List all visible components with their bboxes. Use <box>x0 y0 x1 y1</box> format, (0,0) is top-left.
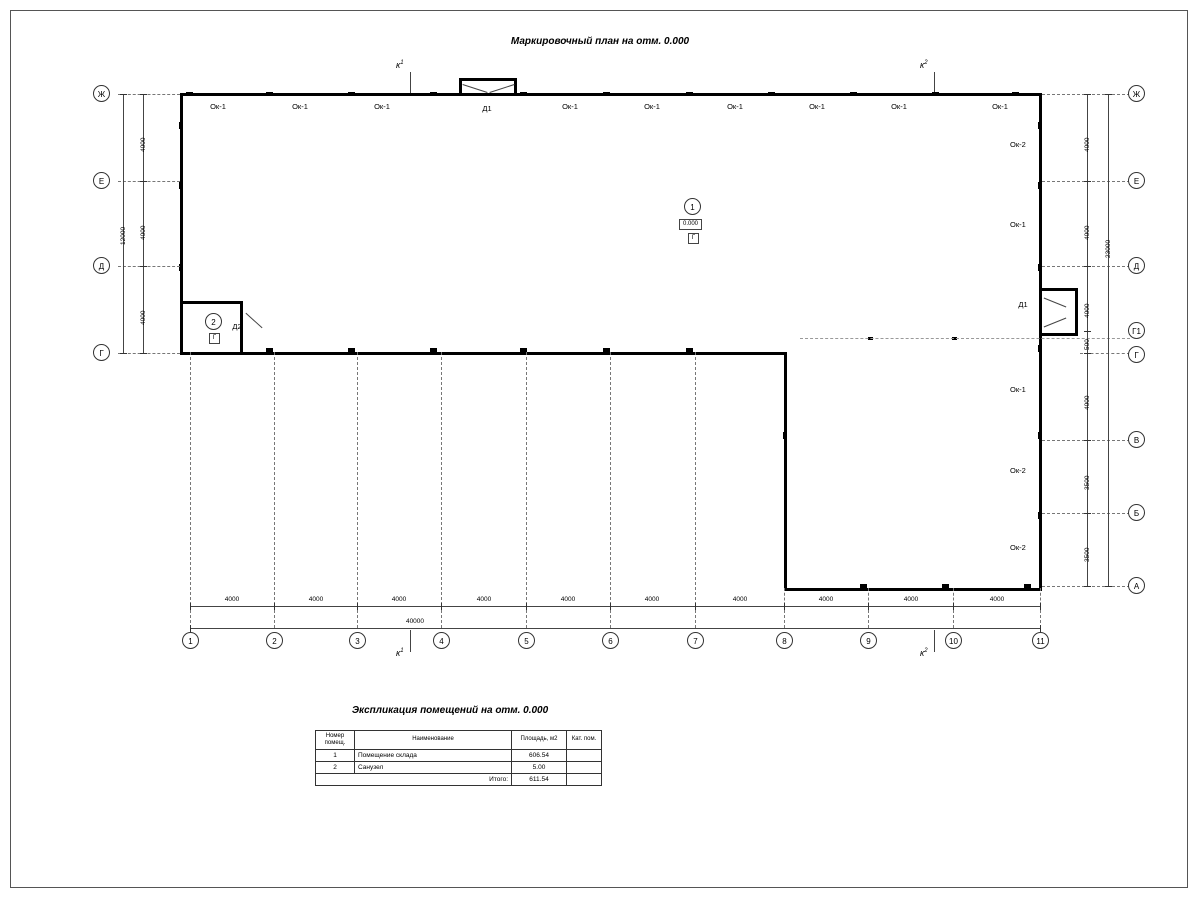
window-mark-top-4 <box>430 92 437 96</box>
axis-bubble-v-right[interactable]: В <box>1128 431 1145 448</box>
dim-tick-r4 <box>1084 331 1091 332</box>
axis-bubble-8[interactable]: 8 <box>776 632 793 649</box>
dim-tick-b10 <box>953 603 954 610</box>
exposition-title: Экспликация помещений на отм. 0.000 <box>351 705 549 716</box>
window-mark-left-2 <box>179 182 183 189</box>
dim-left-3: 4000 <box>140 310 147 325</box>
axis-bubble-9[interactable]: 9 <box>860 632 877 649</box>
dim-chain-bottom-line <box>190 606 1040 607</box>
window-label-right-3: Ок-1 <box>1010 385 1026 394</box>
window-mark-top-1 <box>186 92 193 96</box>
gridline-ext-6 <box>610 610 611 628</box>
header-area: Площадь, м2 <box>512 731 567 750</box>
dim-right-3: 4000 <box>1084 303 1091 318</box>
dim-tick-lt2 <box>120 353 127 354</box>
total-value: 611.54 <box>512 773 567 785</box>
cell-category <box>567 749 602 761</box>
dim-tick-r2 <box>1084 181 1091 182</box>
dim-right-6: 3500 <box>1084 475 1091 490</box>
axis-bubble-b-right[interactable]: Б <box>1128 504 1145 521</box>
dim-tick-b7 <box>695 603 696 610</box>
total-category <box>567 773 602 785</box>
window-mark-right-1 <box>1038 122 1042 129</box>
gridline-ext-5 <box>526 610 527 628</box>
axis-bubble-zh-right[interactable]: Ж <box>1128 85 1145 102</box>
table-row <box>316 749 602 761</box>
axis-bubble-3[interactable]: 3 <box>349 632 366 649</box>
wall-mark-bottom-7 <box>860 584 867 588</box>
dim-tick-b4 <box>441 603 442 610</box>
gridline-ext-2 <box>274 610 275 628</box>
axis-bubble-a-right[interactable]: А <box>1128 577 1145 594</box>
dim-tick-b1 <box>190 603 191 610</box>
wall-left <box>180 93 183 355</box>
gridline-h-g1 <box>800 338 1130 339</box>
cell-name: Помещение склада <box>355 749 512 761</box>
axis-bubble-g-left[interactable]: Г <box>93 344 110 361</box>
axis-bubble-4[interactable]: 4 <box>433 632 450 649</box>
door-label-d1-right: Д1 <box>1018 300 1028 309</box>
wall-top <box>180 93 1042 96</box>
wall-mark-bottom-8 <box>942 584 949 588</box>
room2-top-wall <box>183 301 243 304</box>
window-mark-right-5 <box>1038 432 1042 439</box>
dim-tick-r6 <box>1084 440 1091 441</box>
dim-bottom-4: 4000 <box>476 596 492 603</box>
gridline-ext-9 <box>868 610 869 628</box>
gridline-ext-3 <box>357 610 358 628</box>
total-label: Итого: <box>316 773 512 785</box>
dim-tick-b2 <box>274 603 275 610</box>
axis-bubble-6[interactable]: 6 <box>602 632 619 649</box>
vestibule-right-wall <box>514 78 517 96</box>
table-header-row <box>316 731 602 750</box>
dim-tick-b8 <box>784 603 785 610</box>
wall-mark-bottom-1 <box>266 348 273 352</box>
dim-left-total: 12000 <box>120 226 127 245</box>
dim-right-5: 4000 <box>1084 395 1091 410</box>
window-mark-top-11 <box>1012 92 1019 96</box>
axis-bubble-e-left[interactable]: Е <box>93 172 110 189</box>
dim-tick-r7 <box>1084 513 1091 514</box>
dim-tick-l3 <box>140 266 147 267</box>
gridline-v-5 <box>526 352 527 610</box>
dim-right-total: 23000 <box>1105 239 1112 258</box>
wall-bottom <box>784 588 1042 591</box>
wall-mark-bottom-9 <box>1024 584 1031 588</box>
gridline-h-g-left <box>118 353 180 354</box>
dim-tick-lt1 <box>120 94 127 95</box>
dim-right-2: 4000 <box>1084 225 1091 240</box>
window-label-right-2: Ок-1 <box>1010 220 1026 229</box>
gridline-v-2 <box>274 352 275 610</box>
axis-bubble-d-left[interactable]: Д <box>93 257 110 274</box>
dim-right-1: 4000 <box>1084 137 1091 152</box>
right-entrance-top-wall <box>1042 288 1078 291</box>
dim-tick-r1 <box>1084 94 1091 95</box>
axis-bubble-d-right[interactable]: Д <box>1128 257 1145 274</box>
axis-bubble-e-right[interactable]: Е <box>1128 172 1145 189</box>
dim-tick-r8 <box>1084 586 1091 587</box>
wall-inner-vertical <box>784 352 787 588</box>
axis-bubble-g-right[interactable]: Г <box>1128 346 1145 363</box>
window-label-top-3: Ок-1 <box>374 102 390 111</box>
right-entrance-right-wall <box>1075 288 1078 336</box>
window-mark-right-4 <box>1038 345 1042 352</box>
window-mark-top-8 <box>768 92 775 96</box>
dim-total-right-line <box>1108 94 1109 586</box>
gridline-v-7 <box>695 352 696 610</box>
dim-bottom-6: 4000 <box>644 596 660 603</box>
window-label-top-8: Ок-1 <box>891 102 907 111</box>
window-mark-top-9 <box>850 92 857 96</box>
wall-mark-bottom-3 <box>430 348 437 352</box>
window-mark-left-1 <box>179 122 183 129</box>
dim-tick-l1 <box>140 94 147 95</box>
dim-bottom-9: 4000 <box>903 596 919 603</box>
window-mark-top-5 <box>520 92 527 96</box>
dim-total-left-line <box>123 94 124 353</box>
table-total-row <box>316 773 602 785</box>
window-label-top-9: Ок-1 <box>992 102 1008 111</box>
window-mark-top-7 <box>686 92 693 96</box>
dim-left-2: 4000 <box>140 225 147 240</box>
room-category-1: Г <box>688 233 699 244</box>
room-bubble-2[interactable]: 2 <box>205 313 222 330</box>
gridline-ext-8 <box>784 610 785 628</box>
cell-number: 2 <box>316 761 355 773</box>
window-label-right-4: Ок-2 <box>1010 466 1026 475</box>
dim-bottom-5: 4000 <box>560 596 576 603</box>
gridline-v-6 <box>610 352 611 610</box>
dim-left-1: 4000 <box>140 137 147 152</box>
vestibule-top-wall <box>459 78 517 81</box>
cell-name: Санузел <box>355 761 512 773</box>
section-mark-k1-bottom: $к^1$ <box>396 648 404 658</box>
dim-bottom-7: 4000 <box>732 596 748 603</box>
dim-right-7: 3500 <box>1084 547 1091 562</box>
dim-bottom-1: 4000 <box>224 596 240 603</box>
window-label-top-5: Ок-1 <box>644 102 660 111</box>
dim-bottom-2: 4000 <box>308 596 324 603</box>
window-mark-right-2 <box>1038 182 1042 189</box>
dim-bottom-3: 4000 <box>391 596 407 603</box>
dim-total-bottom-line <box>190 628 1040 629</box>
section-line-k2-bottom <box>934 630 935 652</box>
dim-tick-rt2 <box>1105 586 1112 587</box>
dim-right-4: 500 <box>1084 339 1091 350</box>
section-mark-k1-top: $к^1$ <box>396 60 404 70</box>
cell-category <box>567 761 602 773</box>
table-row <box>316 761 602 773</box>
dim-tick-l4 <box>140 353 147 354</box>
dim-tick-total-right <box>1040 625 1041 632</box>
door-label-d2: Д2 <box>232 322 242 331</box>
dim-tick-b11 <box>1040 603 1041 610</box>
wall-mark-bottom-6 <box>686 348 693 352</box>
gridline-v-1 <box>190 352 191 610</box>
section-mark-k2-bottom: $к^2$ <box>920 648 928 658</box>
header-number: Номер помещ. <box>316 731 355 750</box>
wall-mark-inner-1 <box>783 432 787 439</box>
axis-bubble-7[interactable]: 7 <box>687 632 704 649</box>
section-mark-k2-top: $к^2$ <box>920 60 928 70</box>
dim-tick-r3 <box>1084 266 1091 267</box>
window-mark-top-2 <box>266 92 273 96</box>
gridline-h-zh-left <box>118 94 180 95</box>
dim-tick-total-left <box>190 625 191 632</box>
section-line-k1-bottom <box>410 630 411 652</box>
exposition-table <box>315 730 602 786</box>
dim-tick-r5 <box>1084 353 1091 354</box>
axis-bubble-10[interactable]: 10 <box>945 632 962 649</box>
cell-number: 1 <box>316 749 355 761</box>
door-label-d1-top: Д1 <box>482 104 492 113</box>
window-mark-top-10 <box>932 92 939 96</box>
axis-bubble-1[interactable]: 1 <box>182 632 199 649</box>
room-category-2: Г <box>209 333 220 344</box>
window-label-right-5: Ок-2 <box>1010 543 1026 552</box>
gridline-ext-7 <box>695 610 696 628</box>
wall-mark-bottom-5 <box>603 348 610 352</box>
window-label-top-2: Ок-1 <box>292 102 308 111</box>
room-bubble-1[interactable]: 1 <box>684 198 701 215</box>
axis-bubble-2[interactable]: 2 <box>266 632 283 649</box>
dim-bottom-10: 4000 <box>989 596 1005 603</box>
axis-bubble-5[interactable]: 5 <box>518 632 535 649</box>
cell-area: 5.00 <box>512 761 567 773</box>
gridline-h-e-left <box>118 181 180 182</box>
window-label-top-1: Ок-1 <box>210 102 226 111</box>
gridline-v-4 <box>441 352 442 610</box>
room-elevation-1: 0.000 <box>679 219 702 230</box>
window-mark-top-3 <box>348 92 355 96</box>
header-category: Кат. пом. <box>567 731 602 750</box>
axis-bubble-g1-right[interactable]: Г1 <box>1128 322 1145 339</box>
gridline-v-3 <box>357 352 358 610</box>
dim-tick-rt1 <box>1105 94 1112 95</box>
dim-tick-b5 <box>526 603 527 610</box>
axis-bubble-zh-left[interactable]: Ж <box>93 85 110 102</box>
dim-bottom-total: 40000 <box>405 618 425 625</box>
cell-area: 606.54 <box>512 749 567 761</box>
gridline-ext-10 <box>953 610 954 628</box>
window-mark-top-6 <box>603 92 610 96</box>
dim-tick-l2 <box>140 181 147 182</box>
right-entrance-bottom-wall <box>1042 333 1078 336</box>
dim-tick-b3 <box>357 603 358 610</box>
plan-title: Маркировочный план на отм. 0.000 <box>510 36 690 47</box>
dim-tick-b6 <box>610 603 611 610</box>
window-label-top-4: Ок-1 <box>562 102 578 111</box>
window-label-top-7: Ок-1 <box>809 102 825 111</box>
dim-bottom-8: 4000 <box>818 596 834 603</box>
window-label-top-6: Ок-1 <box>727 102 743 111</box>
header-name: Наименование <box>355 731 512 750</box>
dim-tick-b9 <box>868 603 869 610</box>
wall-mark-bottom-2 <box>348 348 355 352</box>
axis-bubble-11[interactable]: 11 <box>1032 632 1049 649</box>
gridline-h-d-left <box>118 266 180 267</box>
window-label-right-1: Ок-2 <box>1010 140 1026 149</box>
